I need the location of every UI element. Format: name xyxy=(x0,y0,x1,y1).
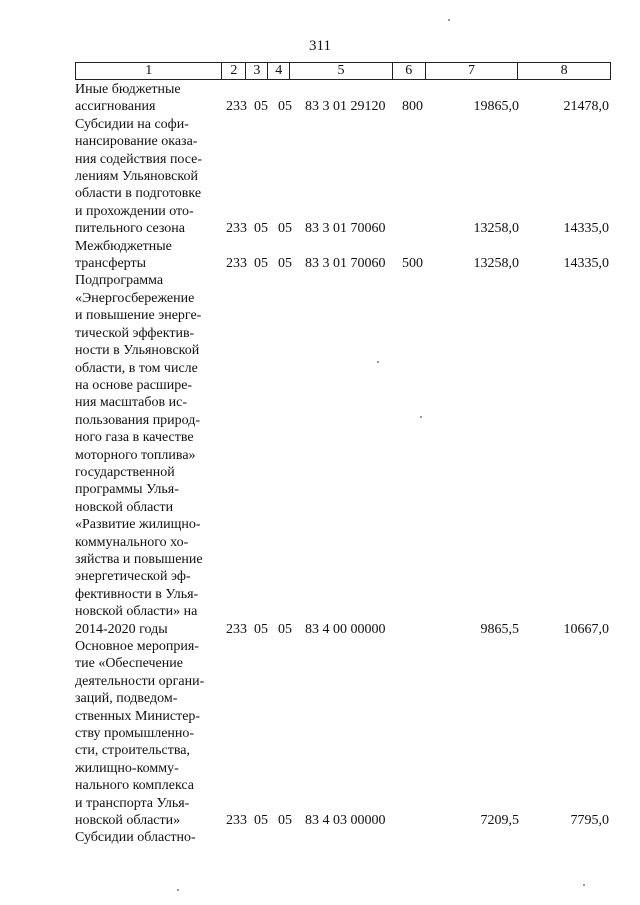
table-row xyxy=(75,116,611,238)
description-line: Субсидии областно- xyxy=(75,830,196,846)
cell-gr: 233 xyxy=(226,99,247,115)
table-row xyxy=(75,829,611,846)
scan-speck xyxy=(420,416,422,418)
description-line: Иные бюджетные xyxy=(75,82,181,97)
description-line: Основное мероприя- xyxy=(75,639,199,654)
header-col-4: 4 xyxy=(268,63,290,79)
scan-speck xyxy=(583,884,585,886)
description-line: программы Улья- xyxy=(75,482,179,498)
scan-speck xyxy=(177,889,179,891)
description-line: лениям Ульяновской xyxy=(75,169,198,185)
description-line: Субсидии на софи- xyxy=(75,116,189,132)
description-line: зяйства и повышение xyxy=(75,551,203,567)
description-line: заций, подведом- xyxy=(75,691,178,707)
description-line: деятельности органи- xyxy=(75,673,205,689)
row-values xyxy=(222,829,611,846)
table-row xyxy=(75,638,611,829)
header-col-2: 2 xyxy=(222,63,246,79)
description-line: ния содействия посе- xyxy=(75,151,203,167)
description-line: Подпрограмма xyxy=(75,273,164,289)
description-line: и повышение энерге- xyxy=(75,308,202,324)
description-line: нального комплекса xyxy=(75,778,195,794)
description-line: сти, строительства, xyxy=(75,743,190,759)
description-line: трансферты xyxy=(75,256,147,272)
cell-sum-year-2: 10667,0 xyxy=(563,621,609,637)
description-line: ния масштабов ис- xyxy=(75,395,187,411)
header-col-6: 6 xyxy=(393,63,426,79)
cell-subsection: 05 xyxy=(278,221,292,237)
cell-sum-year-1: 19865,0 xyxy=(473,99,519,115)
cell-section: 05 xyxy=(254,99,268,115)
header-col-5: 5 xyxy=(290,63,393,79)
cell-sum-year-1: 13258,0 xyxy=(473,221,519,237)
page-number: 311 xyxy=(309,38,331,54)
description-line: и транспорта Улья- xyxy=(75,795,190,811)
cell-target-article: 83 4 00 00000 xyxy=(305,621,386,637)
row-values xyxy=(222,621,611,638)
scan-speck xyxy=(448,19,450,21)
cell-section: 05 xyxy=(254,256,268,272)
table-body xyxy=(75,81,611,847)
cell-target-article: 83 3 01 70060 xyxy=(305,221,386,237)
description-line: энергетической эф- xyxy=(75,569,191,585)
row-description xyxy=(75,829,222,846)
header-col-7: 7 xyxy=(426,63,519,79)
cell-subsection: 05 xyxy=(278,256,292,272)
description-line: ассигнования xyxy=(75,99,156,115)
description-line: жилищно-комму- xyxy=(75,760,179,776)
row-values xyxy=(222,220,611,237)
description-line: на основе расшире- xyxy=(75,377,193,393)
description-line: коммунального хо- xyxy=(75,534,189,550)
cell-sum-year-2: 21478,0 xyxy=(563,99,609,115)
description-line: и прохождении ото- xyxy=(75,203,194,219)
cell-gr: 233 xyxy=(226,256,247,272)
description-line: тие «Обеспечение xyxy=(75,656,183,672)
row-description xyxy=(75,116,222,238)
scan-speck xyxy=(377,361,379,363)
cell-gr: 233 xyxy=(226,813,247,829)
header-col-8: 8 xyxy=(560,63,568,78)
cell-section: 05 xyxy=(254,813,268,829)
cell-sum-year-2: 14335,0 xyxy=(563,256,609,272)
description-line: моторного топлива» xyxy=(75,447,196,463)
cell-subsection: 05 xyxy=(278,621,292,637)
description-line: ного газа в качестве xyxy=(75,430,194,446)
table-row xyxy=(75,81,611,116)
row-values xyxy=(222,255,611,272)
description-line: пользования природ- xyxy=(75,412,201,428)
cell-section: 05 xyxy=(254,221,268,237)
description-line: 2014-2020 годы xyxy=(75,621,168,637)
description-line: ности в Ульяновской xyxy=(75,343,200,359)
cell-subsection: 05 xyxy=(278,99,292,115)
table-header xyxy=(75,62,611,80)
cell-sum-year-2: 14335,0 xyxy=(563,221,609,237)
description-line: области, в том числе xyxy=(75,360,198,376)
cell-gr: 233 xyxy=(226,221,247,237)
cell-sum-year-1: 13258,0 xyxy=(473,256,519,272)
cell-expense-type: 500 xyxy=(402,256,423,272)
description-line: новской области xyxy=(75,499,174,515)
cell-subsection: 05 xyxy=(278,813,292,829)
row-values xyxy=(222,812,611,829)
cell-sum-year-1: 9865,5 xyxy=(480,621,519,637)
description-line: Межбюджетные xyxy=(75,238,172,254)
row-description xyxy=(75,81,222,116)
description-line: «Развитие жилищно- xyxy=(75,517,201,533)
cell-gr: 233 xyxy=(226,621,247,637)
description-line: государственной xyxy=(75,464,175,480)
header-col-3: 3 xyxy=(246,63,268,79)
cell-sum-year-2: 7795,0 xyxy=(570,813,609,829)
description-line: новской области» xyxy=(75,813,181,829)
row-description xyxy=(75,238,222,273)
row-description xyxy=(75,638,222,829)
description-line: тической эффектив- xyxy=(75,325,195,341)
description-line: новской области» на xyxy=(75,604,198,620)
row-description xyxy=(75,272,222,638)
cell-expense-type: 800 xyxy=(402,99,423,115)
description-line: «Энергосбережение xyxy=(75,290,195,306)
row-values xyxy=(222,98,611,115)
header-col-1: 1 xyxy=(76,63,222,79)
table-row xyxy=(75,272,611,638)
table-row xyxy=(75,238,611,273)
cell-target-article: 83 3 01 70060 xyxy=(305,256,386,272)
description-line: ству промышленно- xyxy=(75,726,195,742)
description-line: области в подготовке xyxy=(75,186,202,202)
description-line: нансирование оказа- xyxy=(75,134,198,150)
description-line: пительного сезона xyxy=(75,221,185,237)
cell-section: 05 xyxy=(254,621,268,637)
cell-sum-year-1: 7209,5 xyxy=(480,813,519,829)
cell-target-article: 83 4 03 00000 xyxy=(305,813,386,829)
cell-target-article: 83 3 01 29120 xyxy=(305,99,386,115)
description-line: ственных Министер- xyxy=(75,708,201,724)
description-line: фективности в Улья- xyxy=(75,586,199,602)
